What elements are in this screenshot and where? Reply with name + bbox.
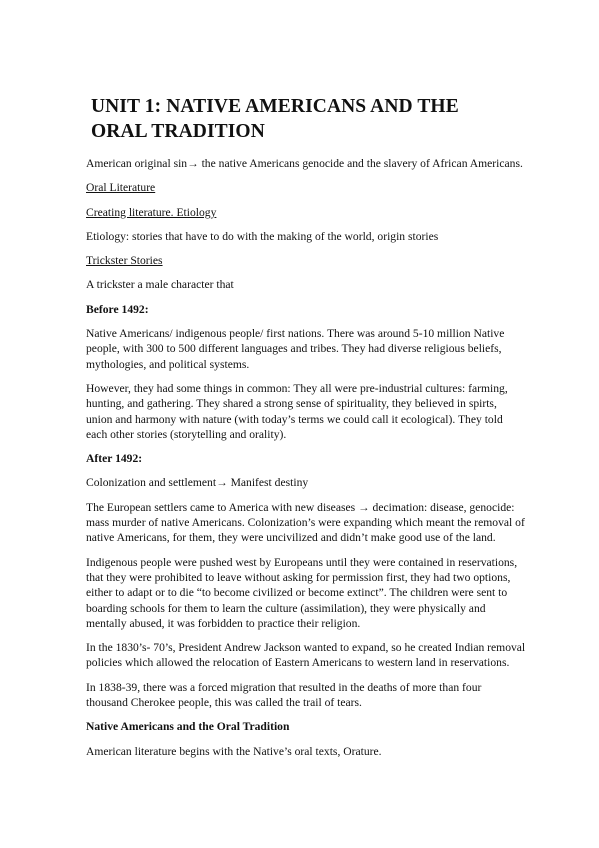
after-paragraph-2: The European settlers came to America with new diseases → decimation: disease, genocide: mass murder of native Americans. Colonization’s were expanding which meant the removal of native Americans, for them, they were uncivilized and didn’t make good use of the land.	[86, 500, 525, 545]
last-paragraph: American literature begins with the Native’s oral texts, Orature.	[86, 744, 382, 758]
title-line-1: UNIT 1: NATIVE AMERICANS AND THE	[91, 96, 459, 117]
heading-creating-literature: Creating literature. Etiology	[86, 205, 217, 219]
title-line-2: ORAL TRADITION	[91, 121, 265, 142]
heading-trickster-stories: Trickster Stories	[86, 254, 163, 268]
trickster-paragraph: A trickster a male character that	[86, 278, 234, 292]
after-paragraph-5: In 1838-39, there was a forced migration that resulted in the deaths of more than four thousand Cherokee people, this was called the trail of tears.	[86, 680, 482, 710]
heading-before-1492: Before 1492:	[86, 302, 149, 316]
after-paragraph-1: Colonization and settlement→ Manifest destiny	[86, 476, 309, 490]
after-paragraph-3: Indigenous people were pushed west by Europeans until they were contained in reservations, that they were prohibited to leave without asking for permission first, they had two options, either to adapt or to die “to become civilized or become extinct”. The children were sent to boarding schools for them to learn the culture (assimilation), they were physically and mentally abused, it was forbidden to practice their religion.	[86, 555, 518, 630]
heading-native-americans-oral-tradition: Native Americans and the Oral Tradition	[86, 720, 290, 734]
document-body	[86, 94, 526, 768]
after-paragraph-4: In the 1830’s- 70’s, President Andrew Jackson wanted to expand, so he created Indian removal policies which allowed the relocation of Eastern Americans to western land in reservations.	[86, 641, 526, 670]
heading-after-1492: After 1492:	[86, 452, 143, 466]
etiology-paragraph: Etiology: stories that have to do with the making of the world, origin stories	[86, 229, 439, 243]
before-paragraph-2: However, they had some things in common: They all were pre-industrial cultures: farming, hunting, and gathering. They shared a strong sense of spirituality, they believed in spirts, union and harmony with nature (with today’s terms we could call it ecological). They told each other stories (storytelling and orality).	[86, 381, 508, 441]
intro-paragraph: American original sin→ the native Americans genocide and the slavery of African Americans.	[86, 157, 523, 170]
before-paragraph-1: Native Americans/ indigenous people/ first nations. There was around 5-10 million Native people, with 300 to 500 different languages and tribes. They had diverse religious beliefs, mythologies, and political systems.	[86, 327, 505, 371]
page-title	[91, 94, 526, 144]
heading-oral-literature: Oral Literature	[86, 181, 156, 195]
